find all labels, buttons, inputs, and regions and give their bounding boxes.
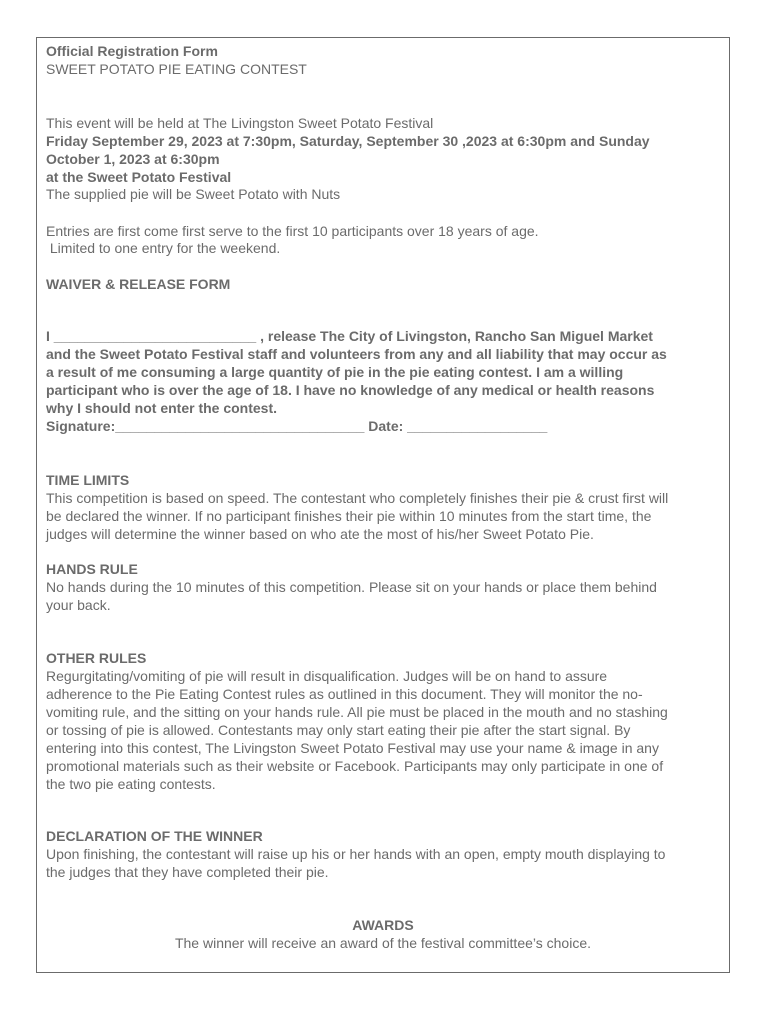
other-rules-line: the two pie eating contests.: [46, 776, 216, 792]
waiver-line: I __________________________ , release The City of Livingston, Rancho San Miguel Market: [46, 328, 653, 344]
other-rules-line: entering into this contest, The Livingston Sweet Potato Festival may use your name & image in any: [46, 740, 659, 756]
waiver-line: and the Sweet Potato Festival staff and volunteers from any and all liability that may occur as: [46, 346, 667, 362]
intro-text: This event will be held at The Livingston Sweet Potato Festival: [46, 115, 434, 131]
form-title: Official Registration Form: [46, 43, 218, 59]
entries-line-2: Limited to one entry for the weekend.: [46, 240, 281, 256]
declaration-heading: DECLARATION OF THE WINNER: [46, 828, 263, 844]
event-dates-line-1: Friday September 29, 2023 at 7:30pm, Saturday, September 30 ,2023 at 6:30pm and Sunday: [46, 133, 650, 149]
awards-text: The winner will receive an award of the festival committee’s choice.: [174, 935, 592, 951]
pie-note: The supplied pie will be Sweet Potato with Nuts: [46, 186, 341, 202]
hands-rule-line: No hands during the 10 minutes of this competition. Please sit on your hands or place them behind: [46, 579, 657, 595]
declaration-line: Upon finishing, the contestant will raise up his or her hands with an open, empty mouth displaying to: [46, 846, 666, 862]
declaration-line: the judges that they have completed their pie.: [46, 864, 329, 880]
waiver-heading: WAIVER & RELEASE FORM: [46, 276, 231, 292]
hands-rule-heading: HANDS RULE: [46, 561, 138, 577]
other-rules-line: promotional materials such as their website or Facebook. Participants may only participate in one of: [46, 758, 664, 774]
time-limits-heading: TIME LIMITS: [46, 472, 130, 488]
other-rules-heading: OTHER RULES: [46, 650, 147, 666]
time-limits-line: be declared the winner. If no participant finishes their pie within 10 minutes from the start time, the: [46, 508, 652, 524]
other-rules-line: or tossing of pie is allowed. Contestants may only start eating their pie after the start signal. By: [46, 722, 631, 738]
waiver-line: why I should not enter the contest.: [46, 400, 278, 416]
waiver-line: participant who is over the age of 18. I have no knowledge of any medical or health reasons: [46, 382, 655, 398]
waiver-line: a result of me consuming a large quantity of pie in the pie eating contest. I am a willing: [46, 364, 624, 380]
awards-heading: AWARDS: [352, 917, 414, 933]
time-limits-line: judges will determine the winner based on who ate the most of his/her Sweet Potato Pie.: [46, 526, 594, 542]
signature-date-line: Signature:________________________________ Date: __________________: [46, 418, 548, 434]
other-rules-line: adherence to the Pie Eating Contest rules as outlined in this document. They will monitor the no-: [46, 686, 643, 702]
contest-name: SWEET POTATO PIE EATING CONTEST: [46, 61, 307, 77]
time-limits-line: This competition is based on speed. The contestant who completely finishes their pie & crust first will: [46, 490, 669, 506]
event-venue: at the Sweet Potato Festival: [46, 169, 232, 185]
hands-rule-line: your back.: [46, 597, 111, 613]
other-rules-line: Regurgitating/vomiting of pie will result in disqualification. Judges will be on hand to assure: [46, 668, 608, 684]
entries-line-1: Entries are first come first serve to the first 10 participants over 18 years of age.: [46, 223, 539, 239]
event-dates-line-2: October 1, 2023 at 6:30pm: [46, 151, 220, 167]
other-rules-line: vomiting rule, and the sitting on your hands rule. All pie must be placed in the mouth and no stashing: [46, 704, 668, 720]
